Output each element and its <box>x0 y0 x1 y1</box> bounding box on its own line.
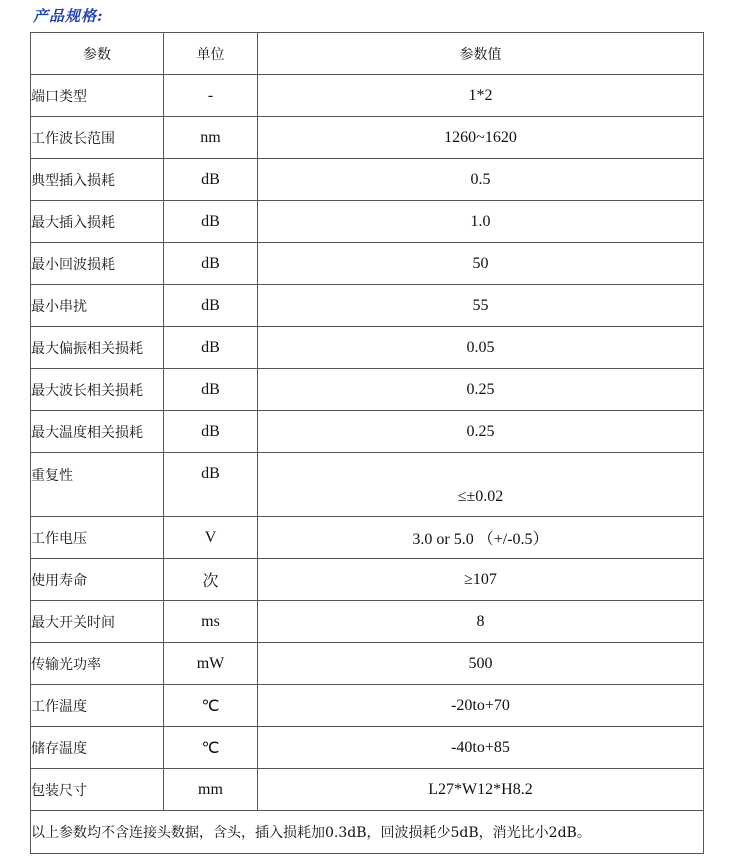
table-row <box>31 159 704 201</box>
value-cell: 0.25 <box>258 411 704 453</box>
unit-cell: nm <box>164 117 258 159</box>
value-cell: -20to+70 <box>258 685 704 727</box>
value-cell: 55 <box>258 285 704 327</box>
table-row <box>31 601 704 643</box>
table-row <box>31 285 704 327</box>
value-cell: ≤±0.02 <box>258 453 704 517</box>
unit-cell: dB <box>164 453 258 517</box>
value-cell: 3.0 or 5.0 （+/-0.5） <box>258 517 704 559</box>
param-cell: 最大偏振相关损耗 <box>31 327 164 369</box>
value-cell: 0.5 <box>258 159 704 201</box>
table-row <box>31 369 704 411</box>
table-row <box>31 453 704 517</box>
header-value: 参数值 <box>258 33 704 75</box>
param-cell: 最小串扰 <box>31 285 164 327</box>
footnote-row <box>31 811 704 854</box>
unit-cell: 次 <box>164 559 258 601</box>
param-cell: 传输光功率 <box>31 643 164 685</box>
table-row <box>31 559 704 601</box>
param-cell: 典型插入损耗 <box>31 159 164 201</box>
table-row <box>31 243 704 285</box>
unit-cell: ℃ <box>164 727 258 769</box>
param-cell: 工作电压 <box>31 517 164 559</box>
param-cell: 重复性 <box>31 453 164 517</box>
param-cell: 包装尺寸 <box>31 769 164 811</box>
unit-cell: dB <box>164 327 258 369</box>
section-title: 产品规格: <box>33 7 104 25</box>
table-row <box>31 75 704 117</box>
unit-cell: mm <box>164 769 258 811</box>
param-cell: 最大温度相关损耗 <box>31 411 164 453</box>
unit-cell: dB <box>164 411 258 453</box>
table-row <box>31 643 704 685</box>
value-cell: ≥107 <box>258 559 704 601</box>
unit-cell: mW <box>164 643 258 685</box>
param-cell: 使用寿命 <box>31 559 164 601</box>
unit-cell: V <box>164 517 258 559</box>
table-row <box>31 769 704 811</box>
table-row <box>31 201 704 243</box>
table-row <box>31 517 704 559</box>
param-cell: 工作温度 <box>31 685 164 727</box>
unit-cell: ms <box>164 601 258 643</box>
param-cell: 端口类型 <box>31 75 164 117</box>
unit-cell: dB <box>164 243 258 285</box>
value-cell: 8 <box>258 601 704 643</box>
table-row <box>31 727 704 769</box>
value-cell: 0.25 <box>258 369 704 411</box>
table-row <box>31 411 704 453</box>
table-row <box>31 117 704 159</box>
unit-cell: dB <box>164 369 258 411</box>
header-unit: 单位 <box>164 33 258 75</box>
unit-cell: dB <box>164 159 258 201</box>
table-header-row <box>31 33 704 75</box>
unit-cell: - <box>164 75 258 117</box>
unit-cell: ℃ <box>164 685 258 727</box>
value-cell: L27*W12*H8.2 <box>258 769 704 811</box>
param-cell: 最小回波损耗 <box>31 243 164 285</box>
value-cell: 1260~1620 <box>258 117 704 159</box>
unit-cell: dB <box>164 201 258 243</box>
footnote: 以上参数均不含连接头数据，含头，插入损耗加0.3dB，回波损耗少5dB，消光比小2dB。 <box>31 811 704 854</box>
param-cell: 最大开关时间 <box>31 601 164 643</box>
value-cell: 500 <box>258 643 704 685</box>
table-row <box>31 327 704 369</box>
value-cell: 50 <box>258 243 704 285</box>
table-row <box>31 685 704 727</box>
unit-cell: dB <box>164 285 258 327</box>
param-cell: 最大插入损耗 <box>31 201 164 243</box>
value-cell: 1.0 <box>258 201 704 243</box>
value-cell: 0.05 <box>258 327 704 369</box>
value-cell: -40to+85 <box>258 727 704 769</box>
param-cell: 工作波长范围 <box>31 117 164 159</box>
param-cell: 储存温度 <box>31 727 164 769</box>
header-param: 参数 <box>31 33 164 75</box>
param-cell: 最大波长相关损耗 <box>31 369 164 411</box>
value-cell: 1*2 <box>258 75 704 117</box>
spec-table <box>30 32 704 854</box>
